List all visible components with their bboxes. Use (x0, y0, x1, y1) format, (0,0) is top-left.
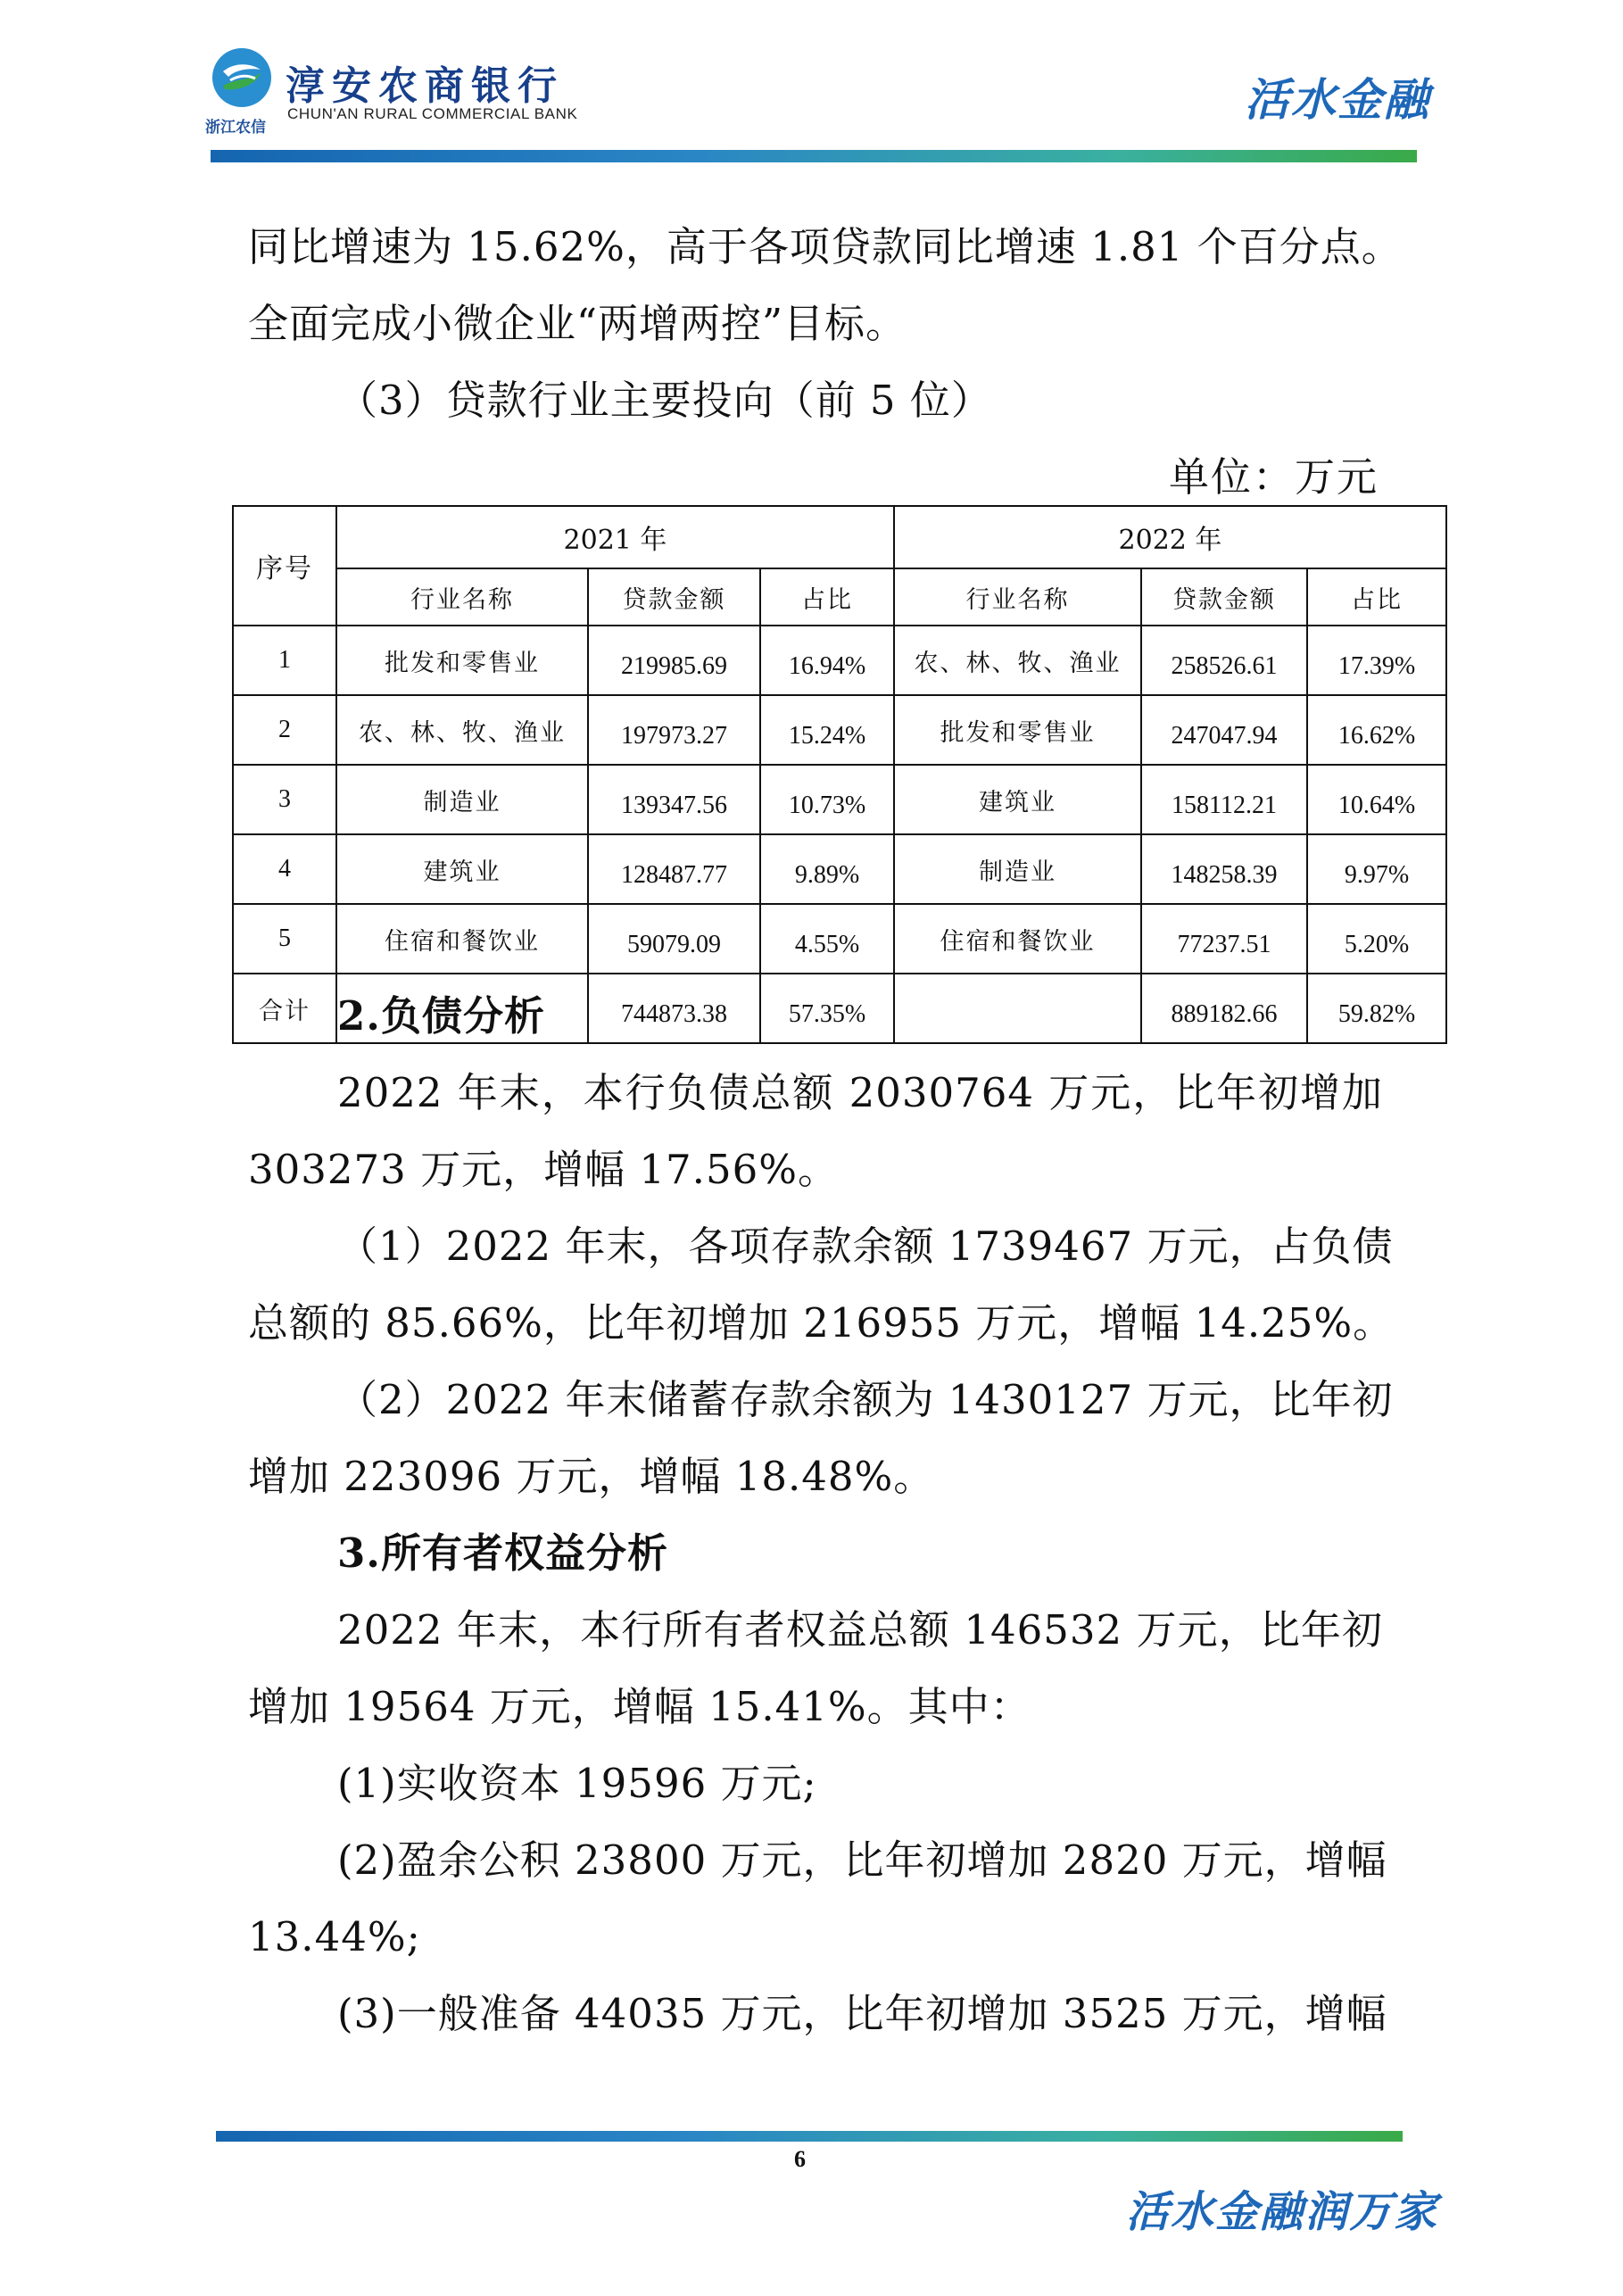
cell-amount: 258526.61 (1141, 626, 1307, 695)
header-year-2021: 2021 年 (336, 506, 894, 568)
header-ratio: 占比 (1307, 568, 1446, 626)
cell-seq: 5 (233, 904, 336, 974)
text-line: 303273 万元，增幅 17.56%。 (248, 1146, 839, 1193)
logo-caption: 浙江农信 (205, 119, 266, 137)
cell-amount: 139347.56 (588, 765, 760, 834)
unit-label: 单位：万元 (1169, 453, 1379, 501)
equity-section (248, 1515, 1387, 2052)
cell-industry: 批发和零售业 (336, 626, 588, 695)
subsection-title: （3）贷款行业主要投向（前 5 位） (337, 377, 992, 424)
header-year-2022: 2022 年 (894, 506, 1446, 568)
table-row (233, 834, 1446, 904)
cell-total-amount: 889182.66 (1141, 974, 1307, 1043)
cell-ratio: 16.62% (1307, 695, 1446, 765)
cell-industry: 住宿和餐饮业 (336, 904, 588, 974)
header-slogan: 活水金融 (1245, 73, 1430, 126)
table-row (233, 765, 1446, 834)
table-subheader-row (233, 568, 1446, 626)
footer-slogan: 活水金融润万家 (1126, 2187, 1439, 2237)
cell-industry: 制造业 (894, 834, 1141, 904)
text-line: 全面完成小微企业“两增两控”目标。 (248, 300, 907, 347)
text-line: 增加 19564 万元，增幅 15.41%。其中： (248, 1683, 1031, 1730)
intro-paragraph (248, 209, 1403, 439)
text-line: (2)盈余公积 23800 万元，比年初增加 2820 万元，增幅 (337, 1836, 1387, 1884)
cell-ratio: 17.39% (1307, 626, 1446, 695)
cell-seq: 4 (233, 834, 336, 904)
text-line: (1)实收资本 19596 万元; (337, 1760, 817, 1807)
cell-total-ratio: 59.82% (1307, 974, 1446, 1043)
liability-section (248, 978, 1395, 1515)
bank-name: 淳安农商银行 (286, 63, 564, 109)
text-line: 2022 年末，本行负债总额 2030764 万元，比年初增加 (337, 1069, 1383, 1116)
cell-amount: 247047.94 (1141, 695, 1307, 765)
text-line: 总额的 85.66%，比年初增加 216955 万元，增幅 14.25%。 (248, 1299, 1395, 1347)
cell-industry: 农、林、牧、渔业 (894, 626, 1141, 695)
loan-industry-table (232, 505, 1447, 1044)
cell-industry: 住宿和餐饮业 (894, 904, 1141, 974)
cell-ratio: 9.97% (1307, 834, 1446, 904)
table-row (233, 626, 1446, 695)
cell-amount: 77237.51 (1141, 904, 1307, 974)
header-amount: 贷款金额 (588, 568, 760, 626)
cell-seq: 1 (233, 626, 336, 695)
text-line: 同比增速为 15.62%，高于各项贷款同比增速 1.81 个百分点。 (248, 223, 1403, 270)
cell-industry: 建筑业 (336, 834, 588, 904)
table-header-row (233, 506, 1446, 568)
cell-total-label: 合计 (233, 974, 336, 1043)
cell-ratio: 5.20% (1307, 904, 1446, 974)
cell-ratio: 4.55% (760, 904, 894, 974)
cell-ratio: 10.64% (1307, 765, 1446, 834)
text-line: (3)一般准备 44035 万元，比年初增加 3525 万元，增幅 (337, 1990, 1387, 2037)
cell-ratio: 9.89% (760, 834, 894, 904)
cell-amount: 219985.69 (588, 626, 760, 695)
text-line: 增加 223096 万元，增幅 18.48%。 (248, 1453, 935, 1500)
page-number: 6 (794, 2146, 806, 2172)
footer-divider-band (216, 2131, 1403, 2142)
cell-industry: 制造业 (336, 765, 588, 834)
cell-seq: 3 (233, 765, 336, 834)
header-seq: 序号 (233, 506, 336, 626)
cell-ratio: 15.24% (760, 695, 894, 765)
header-ratio: 占比 (760, 568, 894, 626)
cell-total-ratio: 57.35% (760, 974, 894, 1043)
text-line: （1）2022 年末，各项存款余额 1739467 万元，占负债 (337, 1223, 1394, 1270)
text-line: （2）2022 年末储蓄存款余额为 1430127 万元，比年初 (337, 1376, 1394, 1423)
header-industry: 行业名称 (336, 568, 588, 626)
cell-ratio: 16.94% (760, 626, 894, 695)
cell-amount: 128487.77 (588, 834, 760, 904)
text-line: 13.44%; (248, 1913, 421, 1960)
cell-industry: 建筑业 (894, 765, 1141, 834)
header-amount: 贷款金额 (1141, 568, 1307, 626)
section-heading: 2.负债分析 (337, 992, 545, 1040)
bank-logo-icon (211, 46, 273, 109)
header-divider-band (211, 150, 1417, 162)
table-row (233, 695, 1446, 765)
cell-amount: 158112.21 (1141, 765, 1307, 834)
cell-amount: 148258.39 (1141, 834, 1307, 904)
cell-industry: 农、林、牧、渔业 (336, 695, 588, 765)
cell-ratio: 10.73% (760, 765, 894, 834)
cell-amount: 59079.09 (588, 904, 760, 974)
text-line: 2022 年末，本行所有者权益总额 146532 万元，比年初 (337, 1606, 1383, 1654)
cell-industry: 批发和零售业 (894, 695, 1141, 765)
cell-seq: 2 (233, 695, 336, 765)
table-row (233, 904, 1446, 974)
section-heading: 3.所有者权益分析 (337, 1529, 668, 1577)
cell-total-amount: 744873.38 (588, 974, 760, 1043)
header-industry: 行业名称 (894, 568, 1141, 626)
cell-amount: 197973.27 (588, 695, 760, 765)
bank-name-english: CHUN'AN RURAL COMMERCIAL BANK (287, 105, 578, 122)
